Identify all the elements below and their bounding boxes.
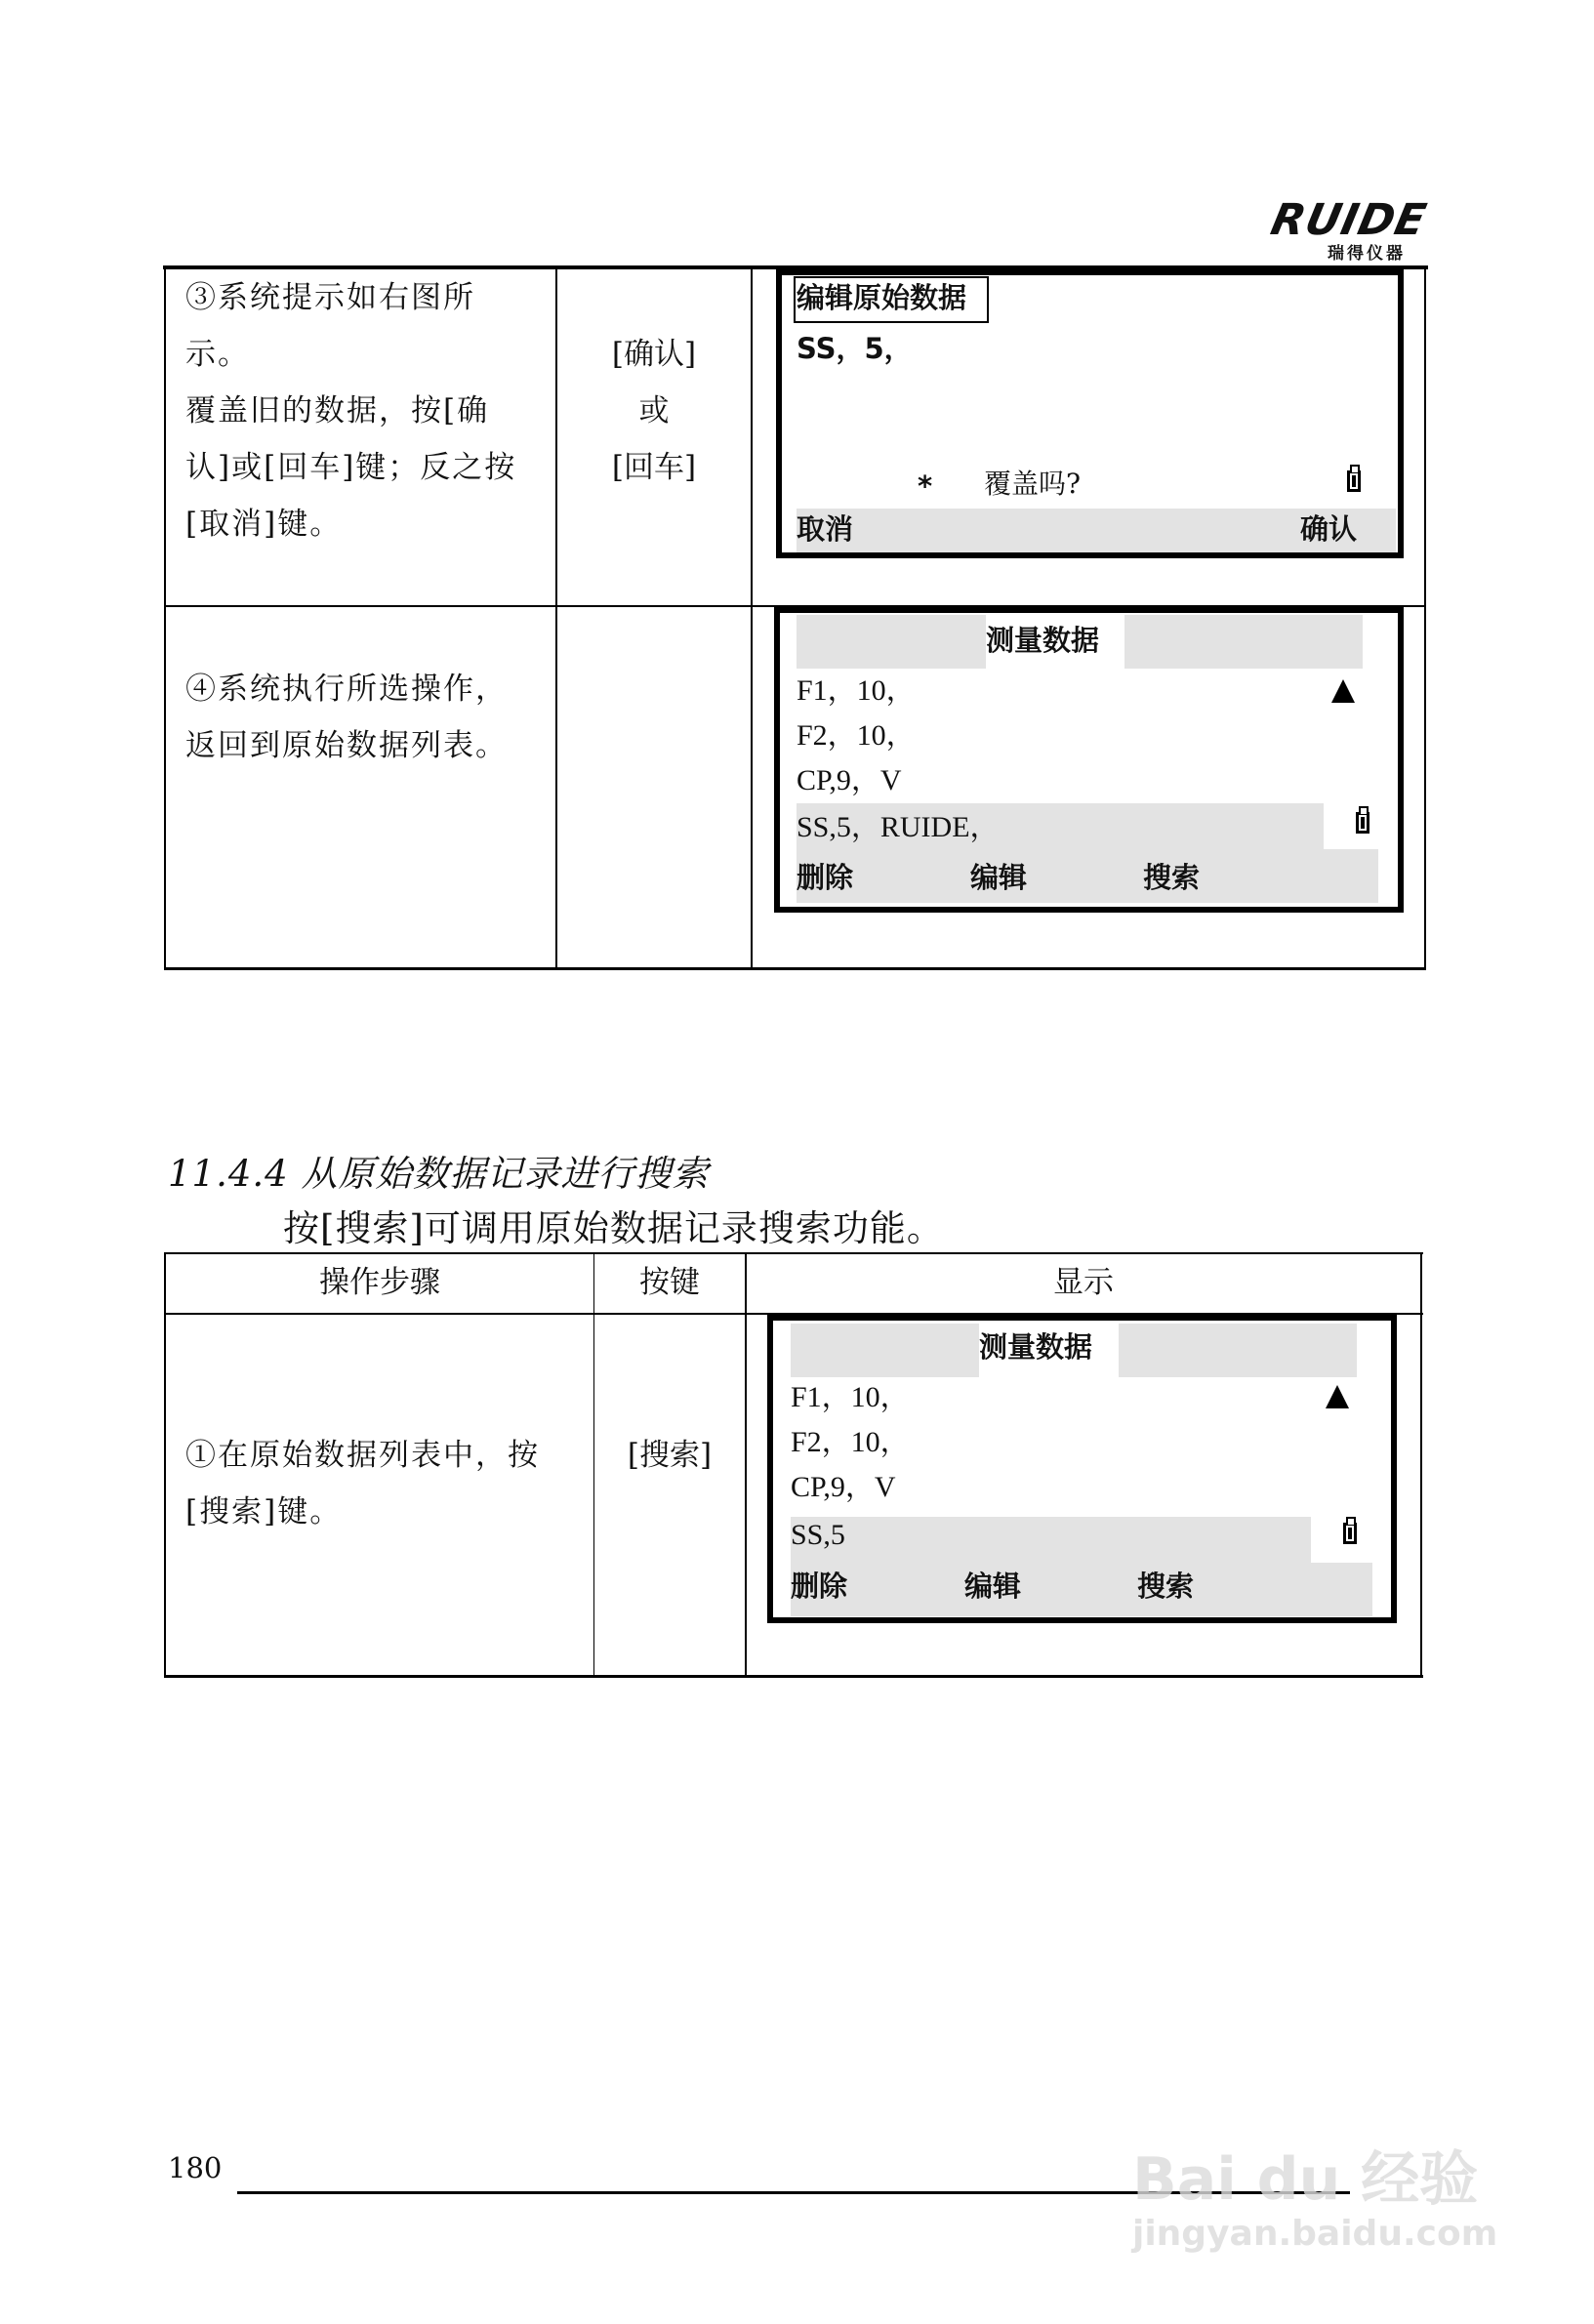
overwrite-prompt: 覆盖吗? xyxy=(984,468,1082,500)
title-bar-left xyxy=(791,1324,979,1377)
battery-icon xyxy=(1347,470,1361,492)
title-bar-left xyxy=(797,615,986,669)
softkey-search[interactable]: 搜索 xyxy=(1143,861,1201,894)
baidu-watermark-url: jingyan.baidu.com xyxy=(1132,2214,1498,2254)
header-display: 显示 xyxy=(1053,1265,1114,1300)
step-line: [搜索]键。 xyxy=(185,1494,343,1529)
table1-bottom-border xyxy=(164,967,1426,970)
ruide-logo-subtitle: 瑞得仪器 xyxy=(1328,244,1406,264)
step-line: [取消]键。 xyxy=(185,507,343,542)
title-bar-right xyxy=(1124,615,1363,669)
step-1-text xyxy=(185,1427,591,1540)
softkey-edit[interactable]: 编辑 xyxy=(970,861,1028,894)
softkey-delete[interactable]: 删除 xyxy=(791,1570,848,1603)
step-line: 示。 xyxy=(185,337,250,372)
step-line: 认]或[回车]键；反之按 xyxy=(185,450,517,485)
ruide-logo: RUIDE xyxy=(1266,195,1432,245)
step-line: 返回到原始数据列表。 xyxy=(185,728,508,763)
softkey-search[interactable]: 搜索 xyxy=(1137,1570,1195,1603)
step-4-text xyxy=(185,661,552,774)
screen-title: 测量数据 xyxy=(986,624,1100,657)
step-line: ④系统执行所选操作， xyxy=(185,672,508,707)
battery-icon xyxy=(1356,812,1369,834)
list-row[interactable]: F1，10， xyxy=(797,674,916,707)
selected-row-highlight xyxy=(791,1517,1311,1563)
list-row-selected[interactable]: SS,5，RUIDE， xyxy=(797,811,1000,843)
table2-left-border xyxy=(164,1252,166,1678)
list-row[interactable]: CP,9，V xyxy=(797,764,902,796)
softkey-edit[interactable]: 编辑 xyxy=(964,1570,1022,1603)
section-description: 按[搜索]可调用原始数据记录搜索功能。 xyxy=(283,1207,944,1249)
screen-title: 编辑原始数据 xyxy=(797,281,967,314)
step-line: 覆盖旧的数据，按[确 xyxy=(185,393,490,428)
step-3-keys xyxy=(557,326,751,496)
battery-icon xyxy=(1343,1523,1357,1544)
up-arrow-icon xyxy=(1331,679,1355,703)
list-row[interactable]: F2，10， xyxy=(797,719,916,752)
softkey-bar xyxy=(797,849,1378,903)
screen-title: 测量数据 xyxy=(979,1330,1093,1364)
softkey-cancel[interactable]: 取消 xyxy=(797,512,854,546)
table1-right-border xyxy=(1424,265,1426,970)
up-arrow-icon xyxy=(1326,1385,1349,1408)
key-search-label: [搜索] xyxy=(627,1438,713,1473)
screen-record-line: SS，5， xyxy=(797,332,913,365)
key-enter-label: [回车] xyxy=(611,450,697,485)
prompt-asterisk: * xyxy=(918,469,933,503)
section-heading: 11.4.4 从原始数据记录进行搜索 xyxy=(168,1153,710,1195)
key-or-label: 或 xyxy=(638,393,670,428)
title-bar-right xyxy=(1119,1324,1357,1377)
header-steps: 操作步骤 xyxy=(319,1265,440,1300)
step-1-keys xyxy=(594,1427,745,1484)
page-number: 180 xyxy=(168,2151,223,2184)
table1-left-border xyxy=(164,265,166,970)
baidu-watermark: Bai du 经验 xyxy=(1132,2145,1479,2214)
step-line: ①在原始数据列表中，按 xyxy=(185,1438,540,1473)
table2-col-divider-2 xyxy=(745,1252,747,1678)
list-row[interactable]: F1，10， xyxy=(791,1381,910,1413)
table2-right-border xyxy=(1420,1252,1422,1678)
list-row[interactable]: F2，10， xyxy=(791,1426,910,1458)
list-row[interactable]: CP,9，V xyxy=(791,1471,896,1503)
list-row-selected[interactable]: SS,5 xyxy=(791,1519,845,1551)
softkey-confirm[interactable]: 确认 xyxy=(1300,512,1358,546)
table2-bottom-border xyxy=(164,1675,1423,1678)
header-keys: 按键 xyxy=(639,1265,700,1300)
step-line: ③系统提示如右图所 xyxy=(185,280,475,315)
softkey-bar xyxy=(791,1563,1372,1616)
table1-col-divider-2 xyxy=(751,265,753,970)
key-confirm-label: [确认] xyxy=(611,337,697,372)
step-3-text xyxy=(185,269,547,552)
softkey-delete[interactable]: 删除 xyxy=(797,861,854,894)
